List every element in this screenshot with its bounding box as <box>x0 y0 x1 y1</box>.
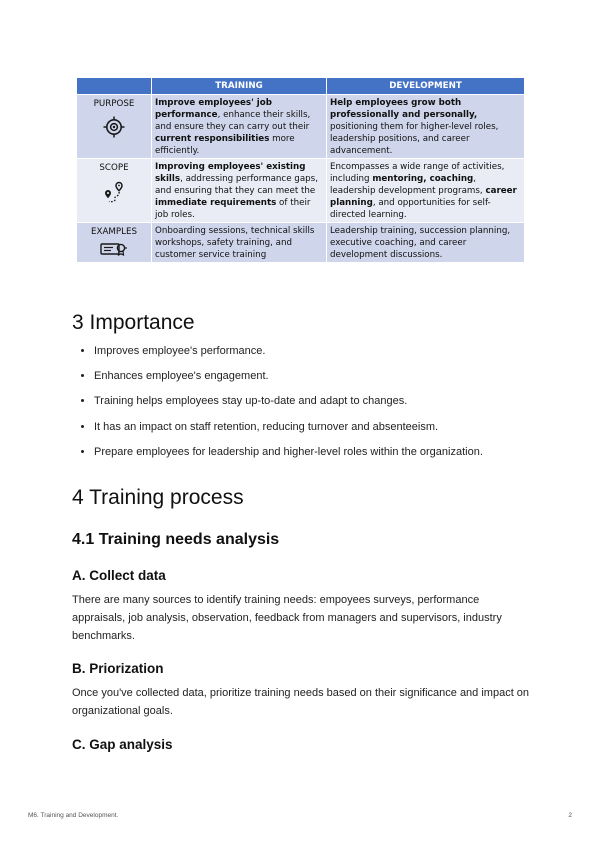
header-empty <box>77 78 152 95</box>
list-item: • It has an impact on staff retention, reducing turnover and absenteeism. <box>94 420 564 445</box>
row-label: EXAMPLES <box>91 227 137 237</box>
training-development-table <box>76 77 525 263</box>
training-process-heading: 4 Training process <box>72 486 244 509</box>
page-number: 2 <box>568 812 572 819</box>
scope-training-cell <box>152 159 327 223</box>
examples-development-cell <box>327 223 525 263</box>
row-label-cell <box>77 159 152 223</box>
list-item: • Improves employee's performance. <box>94 344 564 369</box>
text-run: , enhance their skills, and ensure they can carry out their <box>155 110 311 132</box>
table-row-examples <box>77 223 525 263</box>
table-row-scope <box>77 159 525 223</box>
target-icon <box>103 116 125 138</box>
footer-title: M6. Training and Development. <box>28 812 119 819</box>
purpose-training-cell <box>152 95 327 159</box>
row-label-cell <box>77 95 152 159</box>
purpose-development-cell <box>327 95 525 159</box>
row-label: SCOPE <box>99 163 129 173</box>
list-item: • Training helps employees stay up-to-date and adapt to changes. <box>94 394 564 419</box>
bold-text: career planning <box>330 186 517 208</box>
bold-text: immediate requirements <box>155 198 277 208</box>
priorization-text: Once you've collected data, prioritize training needs based on their significance and impact on organizational goals. <box>72 687 530 717</box>
importance-heading: 3 Importance <box>72 311 195 334</box>
bold-text: mentoring, coaching <box>372 174 474 184</box>
row-label-cell <box>77 223 152 263</box>
text-run: , addressing performance gaps, and ensuring that they can meet the <box>155 174 318 196</box>
table-header-row <box>77 78 525 95</box>
certificate-icon <box>100 242 128 256</box>
text-run: , leadership development programs, <box>330 174 486 196</box>
header-development: DEVELOPMENT <box>327 78 525 95</box>
gap-analysis-heading: C. Gap analysis <box>72 737 173 752</box>
route-pin-icon <box>102 180 126 204</box>
row-label: PURPOSE <box>93 99 135 109</box>
bold-text: Help employees grow both professionally and personally, <box>330 98 478 120</box>
text-run: , and opportunities for self-directed learning. <box>330 198 491 220</box>
text-run: more efficiently. <box>155 134 295 156</box>
examples-training-cell <box>152 223 327 263</box>
priorization-heading: B. Priorization <box>72 661 164 676</box>
text-run: Encompasses a wide range of activities, including <box>330 162 505 184</box>
bold-text: current responsibilities <box>155 134 270 144</box>
table-row-purpose <box>77 95 525 159</box>
importance-list <box>76 344 564 470</box>
scope-development-cell <box>327 159 525 223</box>
list-item: • Enhances employee's engagement. <box>94 369 564 394</box>
text-run: positioning them for higher-level roles, leadership positions, and career advancement. <box>330 122 499 156</box>
bold-text: Improving employees' existing skills <box>155 162 306 184</box>
list-item: • Prepare employees for leadership and higher-level roles within the organization. <box>94 445 564 470</box>
collect-data-text: There are many sources to identify training needs: empoyees surveys, performance appraisals, job analysis, observation, feedback from managers and supervisors, industry benchmarks. <box>72 594 502 642</box>
text-run: Leadership training, succession planning, executive coaching, and career development discussions. <box>330 226 511 260</box>
bold-text: Improve employees' job performance <box>155 98 272 120</box>
text-run: of their job roles. <box>155 198 311 220</box>
needs-analysis-heading: 4.1 Training needs analysis <box>72 531 280 548</box>
header-training: TRAINING <box>152 78 327 95</box>
collect-data-heading: A. Collect data <box>72 568 166 583</box>
text-run: Onboarding sessions, technical skills workshops, safety training, and customer service training <box>155 226 315 260</box>
